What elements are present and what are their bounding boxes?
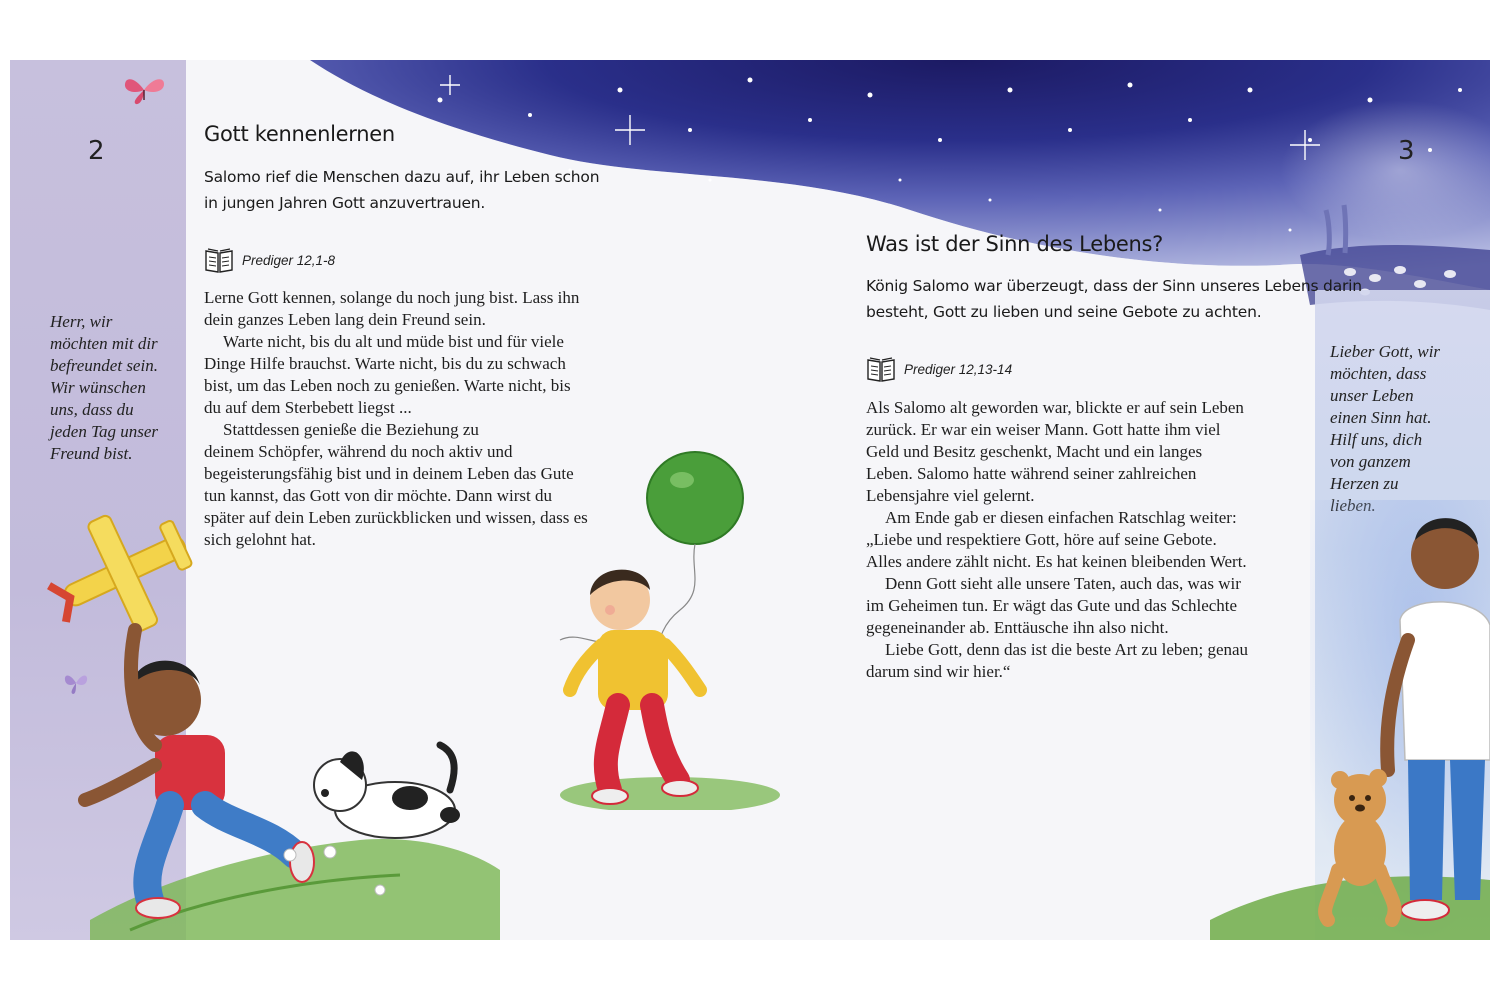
paragraph: Lerne Gott kennen, solange du noch jung bist. Lass ihn dein ganzes Leben lang dein Freund sein. (204, 288, 580, 329)
scripture-reference-right (866, 355, 1012, 383)
paragraph: Stattdessen genieße die Beziehung zu deinem Schöpfer, während du noch aktiv und begeisterungsfähig bist und in deinem Leben das Gute tun kannst, das Gott von dir möchte. Dann wirst du später auf dein Leben zurückblicken und wissen, dass es sich gelohnt hat. (204, 420, 588, 549)
bible-book-icon (204, 246, 234, 274)
paragraph: Als Salomo alt geworden war, blickte er auf sein Leben zurück. Er war ein weiser Mann. Gott hatte ihm viel Geld und Besitz geschenkt, Macht und ein langes Leben. Salomo hatte während seiner zahlreichen Lebensjahre viel gelernt. (866, 398, 1244, 505)
scripture-reference-left (204, 246, 335, 274)
page-title-left: Gott kennenlernen (204, 122, 395, 146)
boy-with-balloon-illustration (540, 450, 790, 810)
paragraph: Am Ende gab er diesen einfachen Ratschlag weiter: „Liebe und respektiere Gott, höre auf seine Gebote. Alles andere zählt nicht. Es hat keinen bleibenden Wert. (866, 508, 1247, 571)
intro-left: Salomo rief die Menschen dazu auf, ihr Leben schon in jungen Jahren Gott anzuvertrauen. (204, 168, 600, 212)
boy-with-toy-airplane-illustration (40, 480, 510, 940)
page-number-left: 2 (88, 136, 105, 166)
paragraph: Liebe Gott, denn das ist die beste Art zu leben; genau darum sind wir hier.“ (866, 640, 1249, 681)
intro-right: König Salomo war überzeugt, dass der Sinn unseres Lebens darin besteht, Gott zu lieben und seine Gebote zu achten. (866, 277, 1362, 321)
bible-book-icon (866, 355, 896, 383)
scripture-reference-text: Prediger 12,1-8 (242, 252, 336, 268)
page-number-right: 3 (1398, 136, 1415, 166)
page-title-right: Was ist der Sinn des Lebens? (866, 232, 1163, 256)
prayer-left: Herr, wir möchten mit dir befreundet sein. Wir wünschen uns, dass du jeden Tag unser Freund bist. (50, 312, 158, 463)
paragraph: Warte nicht, bis du alt und müde bist und für viele Dinge Hilfe brauchst. Warte nicht, bis du zu schwach bist, um das Leben noch zu genießen. Warte nicht, bis du auf dem Sterbebett liegst ... (204, 332, 571, 417)
butterfly-icon (122, 74, 168, 106)
boy-with-teddy-bear-illustration (1210, 500, 1490, 940)
prayer-right: Lieber Gott, wir möchten, dass unser Leben einen Sinn hat. Hilf uns, dich von ganzem Herzen zu (1330, 342, 1441, 493)
book-spread (10, 60, 1490, 940)
paragraph: Denn Gott sieht alle unsere Taten, auch das, was wir im Geheimen tun. Er wägt das Gute und das Schlechte gegeneinander ab. Enttäusche ihn also nicht. (866, 574, 1241, 637)
scripture-reference-text: Prediger 12,13-14 (904, 361, 1013, 377)
